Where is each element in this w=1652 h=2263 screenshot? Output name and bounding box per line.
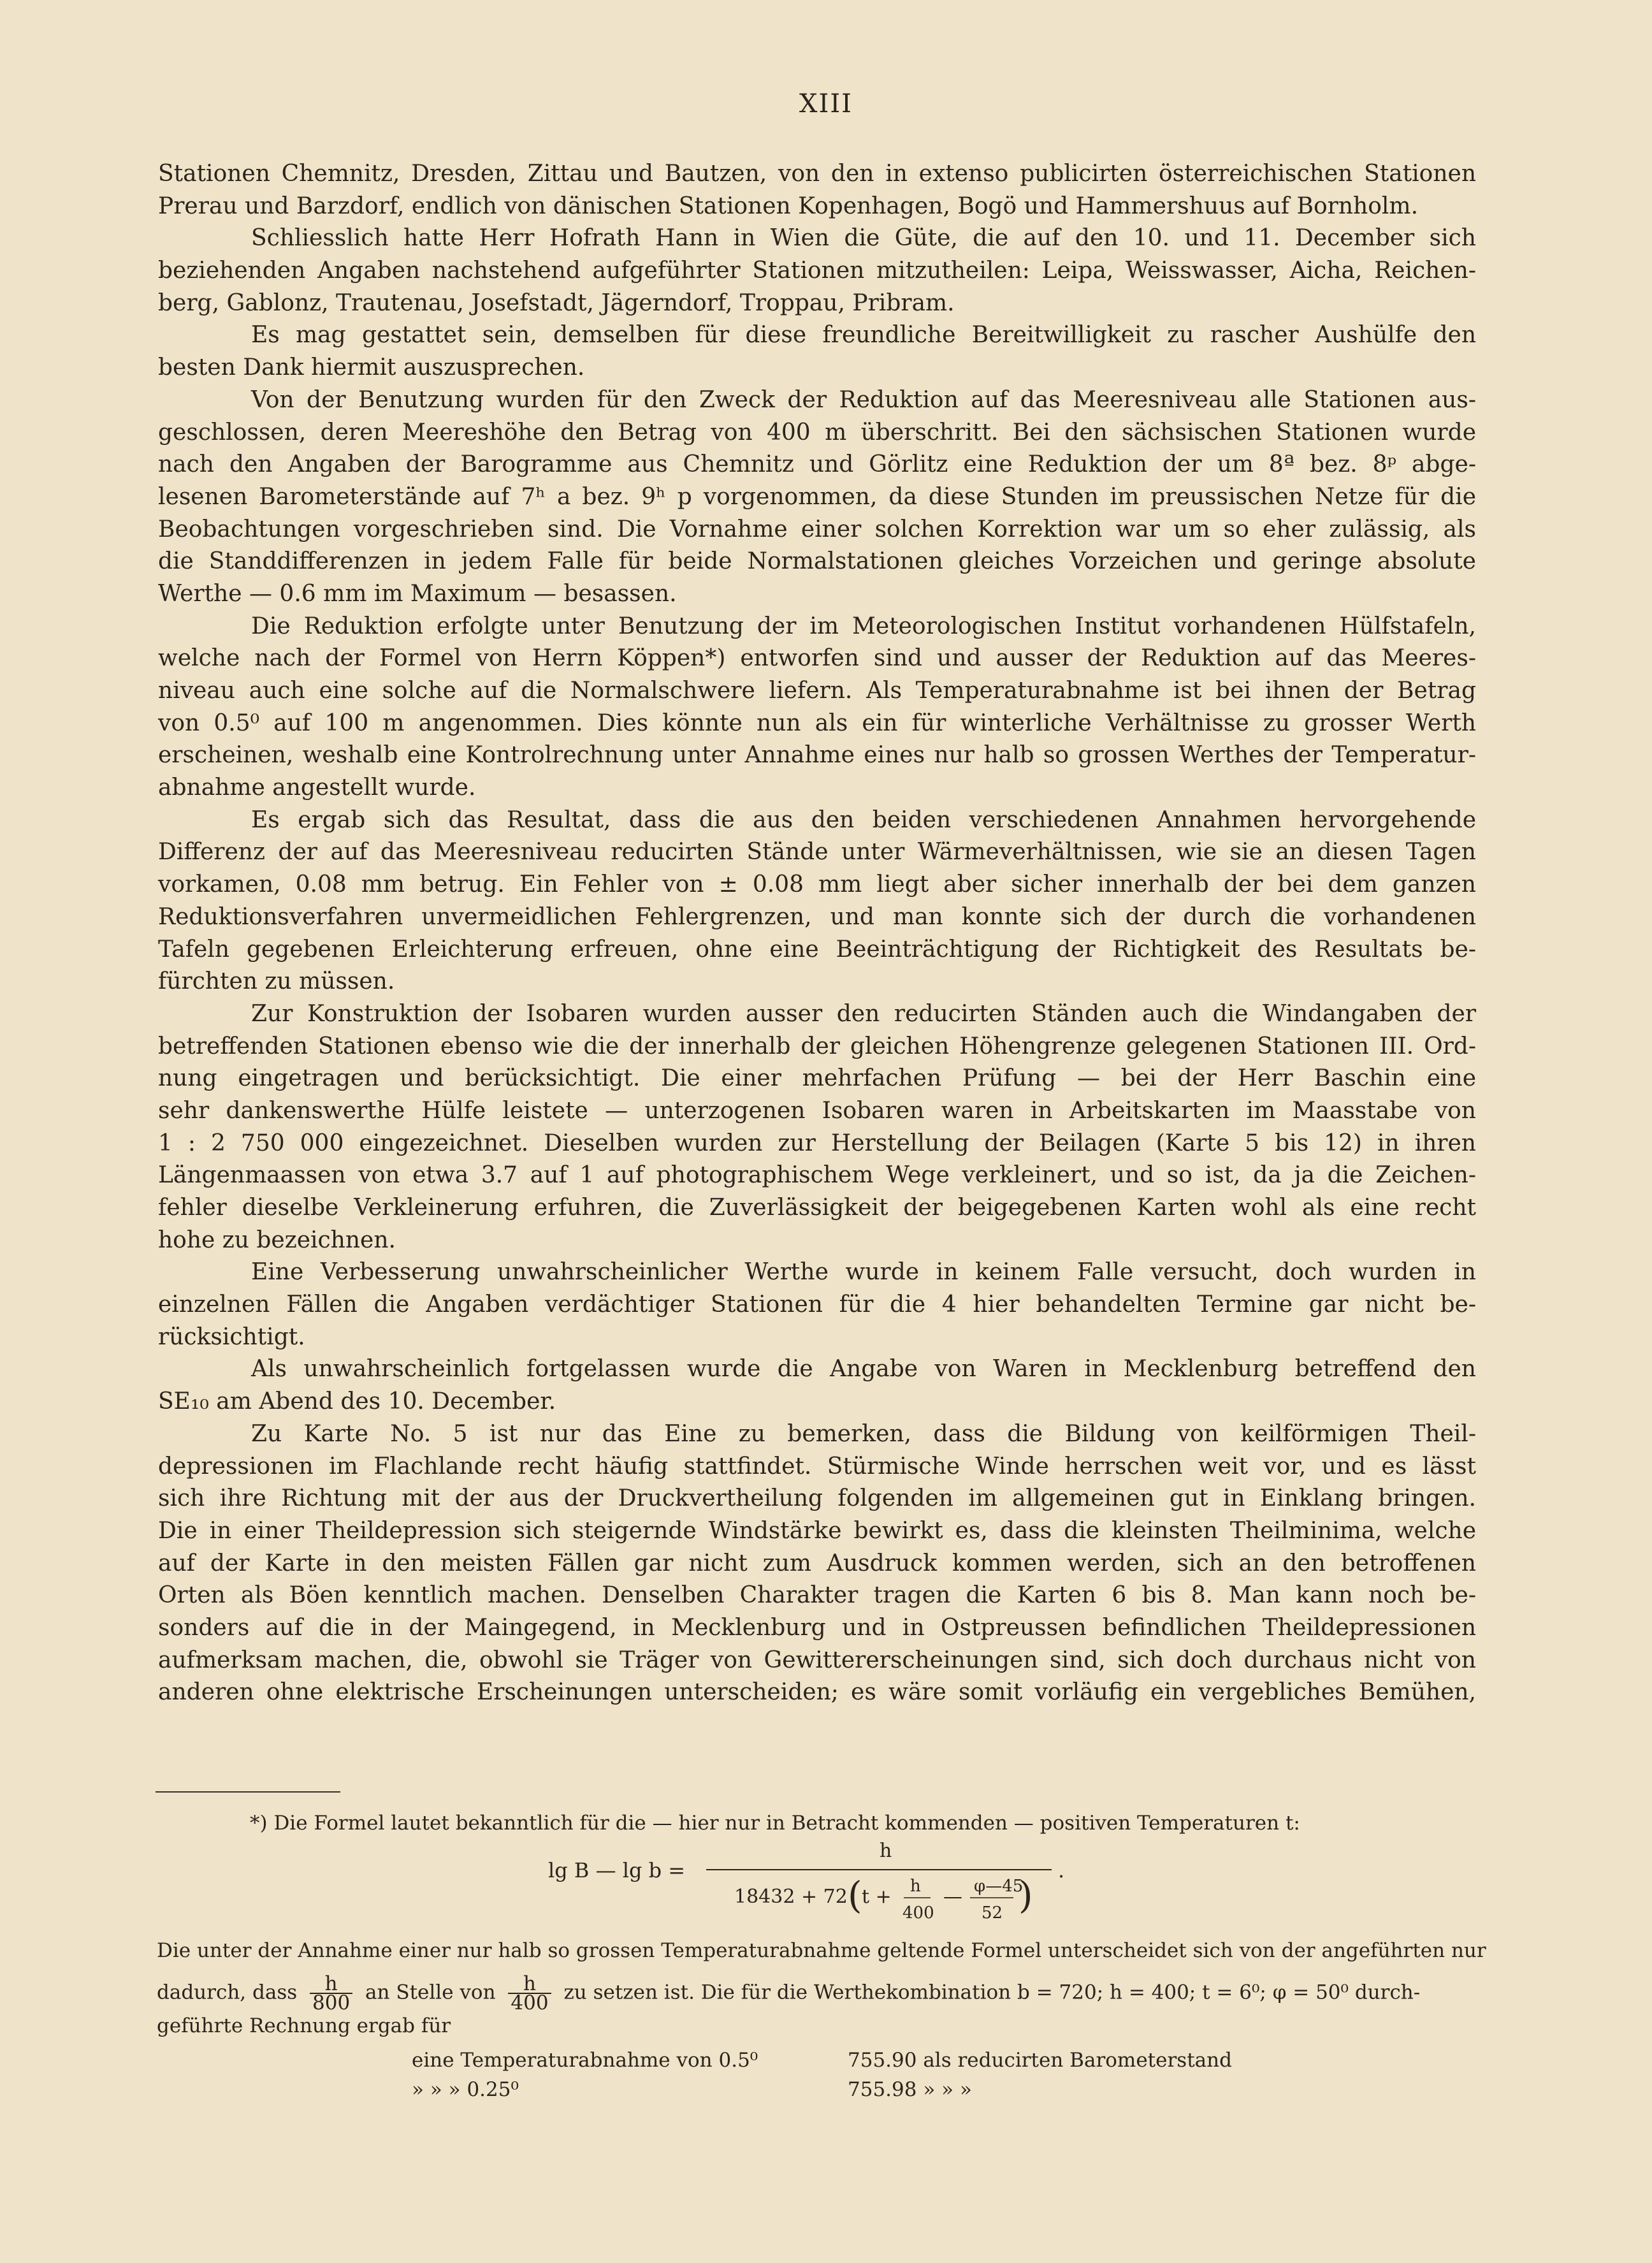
- footnote-line-1: Die unter der Annahme einer nur halb so grossen Temperaturabnahme geltende Formel unterscheidet sich von der angeführten nur: [157, 1939, 1486, 1962]
- body-line: welche nach der Formel von Herrn Köppen*) entworfen sind und ausser der Reduktion auf das Meeres-: [158, 645, 1476, 672]
- svg-text:(: (: [848, 1874, 862, 1917]
- body-line: lesenen Barometerstände auf 7ʰ a bez. 9ʰ p vorgenommen, da diese Stunden im preussischen Netze für die: [158, 483, 1476, 510]
- body-line: Es mag gestattet sein, demselben für diese freundliche Bereitwilligkeit zu rascher Aushülfe den: [251, 322, 1476, 349]
- body-line: erscheinen, weshalb eine Kontrolrechnung unter Annahme eines nur halb so grossen Werthes der Temperatur-: [158, 742, 1476, 769]
- body-line: 1 : 2 750 000 eingezeichnet. Dieselben wurden zur Herstellung der Beilagen (Karte 5 bis 12) in ihren: [158, 1130, 1476, 1156]
- body-line: sehr dankenswerthe Hülfe leistete — unterzogenen Isobaren waren in Arbeitskarten im Maasstabe von: [158, 1097, 1476, 1124]
- formula-numerator: h: [880, 1840, 892, 1862]
- body-line: sonders auf die in der Maingegend, in Mecklenburg und in Ostpreussen befindlichen Theildepressionen: [158, 1614, 1476, 1641]
- body-line: einzelnen Fällen die Angaben verdächtiger Stationen für die 4 hier behandelten Termine gar nicht be-: [158, 1292, 1476, 1318]
- footnote-line-2-a: dadurch, dass: [157, 1981, 298, 2004]
- body-line: Stationen Chemnitz, Dresden, Zittau und Bautzen, von den in extenso publicirten österreichischen Stationen: [158, 161, 1476, 187]
- body-line: depressionen im Flachlande recht häufig stattfindet. Stürmische Winde herrschen weit vor, und es lässt: [158, 1453, 1476, 1480]
- svg-text:.: .: [1058, 1858, 1065, 1882]
- formula-400: 400: [902, 1903, 934, 1923]
- formula-denominator-a: 18432 + 72: [734, 1886, 848, 1908]
- body-line: beziehenden Angaben nachstehend aufgeführter Stationen mitzutheilen: Leipa, Weisswasser, Aicha, Reichen-: [158, 258, 1476, 284]
- body-line: sich ihre Richtung mit der aus der Druckvertheilung folgenden im allgemeinen gut in Einklang bringen.: [158, 1485, 1476, 1512]
- body-line: Differenz der auf das Meeresniveau reducirten Stände unter Wärmeverhältnissen, wie sie an diesen Tagen: [158, 839, 1476, 866]
- body-line: betreffenden Stationen ebenso wie die der innerhalb der gleichen Höhengrenze gelegenen Stationen III. Ord-: [158, 1033, 1476, 1059]
- footnote-line-2-c: zu setzen ist. Die für die Werthekombination b = 720; h = 400; t = 6⁰; φ = 50⁰ durch-: [563, 1981, 1421, 2004]
- body-line: Zur Konstruktion der Isobaren wurden ausser den reducirten Ständen auch die Windangaben der: [251, 1000, 1476, 1027]
- svg-text:—: —: [943, 1886, 962, 1908]
- body-line: SE₁₀ am Abend des 10. December.: [158, 1388, 556, 1415]
- formula-lhs: lg B — lg b =: [548, 1858, 686, 1882]
- body-line: besten Dank hiermit auszusprechen.: [158, 354, 585, 381]
- body-line: aufmerksam machen, die, obwohl sie Träger von Gewittererscheinungen sind, sich doch durchaus nicht von: [158, 1647, 1476, 1673]
- body-line: Eine Verbesserung unwahrscheinlicher Werthe wurde in keinem Falle versucht, doch wurden in: [251, 1259, 1476, 1286]
- body-line: Von der Benutzung wurden für den Zweck der Reduktion auf das Meeresniveau alle Stationen aus-: [251, 386, 1476, 413]
- footnote-intro: *) Die Formel lautet bekanntlich für die — hier nur in Betracht kommenden — positiven Temperaturen t:: [250, 1812, 1300, 1835]
- body-line: Tafeln gegebenen Erleichterung erfreuen, ohne eine Beeinträchtigung der Richtigkeit des Resultats be-: [158, 936, 1476, 963]
- body-line: Als unwahrscheinlich fortgelassen wurde die Angabe von Waren in Mecklenburg betreffend den: [251, 1356, 1476, 1383]
- body-line: vorkamen, 0.08 mm betrug. Ein Fehler von ± 0.08 mm liegt aber sicher innerhalb der bei dem ganzen: [158, 871, 1476, 898]
- formula-phi: φ—45: [974, 1877, 1024, 1896]
- body-line: nach den Angaben der Barogramme aus Chemnitz und Görlitz eine Reduktion der um 8ª bez. 8ᵖ abge-: [158, 451, 1476, 478]
- footnote-line-2: [157, 1972, 1477, 2014]
- body-line: Reduktionsverfahren unvermeidlichen Fehlergrenzen, und man konnte sich der durch die vorhandenen: [158, 903, 1476, 930]
- body-line: fürchten zu müssen.: [158, 968, 395, 995]
- body-line: Werthe — 0.6 mm im Maximum — besassen.: [158, 580, 677, 607]
- body-line: von 0.5⁰ auf 100 m angenommen. Dies könnte nun als ein für winterliche Verhältnisse zu grosser Werth: [158, 709, 1476, 736]
- footnote-formula: [548, 1839, 1122, 1935]
- footnote-line-3: geführte Rechnung ergab für: [157, 2014, 451, 2037]
- body-line: Schliesslich hatte Herr Hofrath Hann in Wien die Güte, die auf den 10. und 11. December sich: [251, 225, 1476, 252]
- body-line: hohe zu bezeichnen.: [158, 1226, 396, 1253]
- formula-52: 52: [982, 1903, 1003, 1923]
- table-row-2-label: » » » 0.25⁰: [412, 2078, 519, 2101]
- body-line: Beobachtungen vorgeschrieben sind. Die Vornahme einer solchen Korrektion war um so eher zulässig, als: [158, 516, 1476, 542]
- body-line: anderen ohne elektrische Erscheinungen unterscheiden; es wäre somit vorläufig ein vergebliches Bemühen,: [158, 1679, 1476, 1706]
- body-line: abnahme angestellt wurde.: [158, 775, 476, 801]
- body-line: Die Reduktion erfolgte unter Benutzung der im Meteorologischen Institut vorhandenen Hülfstafeln,: [251, 613, 1476, 639]
- table-row-1-value: 755.90 als reducirten Barometerstand: [848, 2049, 1232, 2072]
- body-line: rücksichtigt.: [158, 1323, 305, 1350]
- body-line: Orten als Böen kenntlich machen. Denselben Charakter tragen die Karten 6 bis 8. Man kann noch be-: [158, 1582, 1476, 1609]
- formula-h: h: [910, 1877, 921, 1896]
- body-line: Es ergab sich das Resultat, dass die aus den beiden verschiedenen Annahmen hervorgehende: [251, 806, 1476, 833]
- fraction-h-800: $\frac{h}{800}$: [310, 1975, 352, 2012]
- table-row-1-label: eine Temperaturabnahme von 0.5⁰: [412, 2049, 758, 2072]
- body-text: [158, 158, 1476, 1709]
- body-line: Längenmaassen von etwa 3.7 auf 1 auf photographischem Wege verkleinert, und so ist, da ja die Zeichen-: [158, 1162, 1476, 1189]
- body-line: berg, Gablonz, Trautenau, Josefstadt, Jägerndorf, Troppau, Pribram.: [158, 289, 955, 316]
- body-line: Prerau und Barzdorf, endlich von dänischen Stationen Kopenhagen, Bogö und Hammershuus auf Bornholm.: [158, 193, 1419, 219]
- body-line: niveau auch eine solche auf die Normalschwere liefern. Als Temperaturabnahme ist bei ihnen der Betrag: [158, 678, 1476, 704]
- body-line: nung eingetragen und berücksichtigt. Die einer mehrfachen Prüfung — bei der Herr Baschin eine: [158, 1065, 1476, 1092]
- table-row-2-value: 755.98 » » »: [848, 2078, 972, 2101]
- body-line: auf der Karte in den meisten Fällen gar nicht zum Ausdruck kommen werden, sich an den betroffenen: [158, 1550, 1476, 1576]
- footnote-divider: [156, 1791, 340, 1793]
- formula-denominator-t: t +: [862, 1886, 892, 1908]
- body-line: Zu Karte No. 5 ist nur das Eine zu bemerken, dass die Bildung von keilförmigen Theil-: [251, 1420, 1476, 1447]
- body-line: die Standdifferenzen in jedem Falle für beide Normalstationen gleiches Vorzeichen und geringe absolute: [158, 548, 1476, 575]
- footnote-line-2-b: an Stelle von: [365, 1981, 496, 2004]
- body-line: Die in einer Theildepression sich steigernde Windstärke bewirkt es, dass die kleinsten Theilminima, welche: [158, 1517, 1476, 1544]
- fraction-h-400: $\frac{h}{400}$: [508, 1975, 551, 2012]
- body-line: fehler dieselbe Verkleinerung erfuhren, die Zuverlässigkeit der beigegebenen Karten wohl als eine recht: [158, 1195, 1476, 1221]
- svg-text:): ): [1018, 1874, 1033, 1917]
- body-line: geschlossen, deren Meereshöhe den Betrag von 400 m überschritt. Bei den sächsischen Stationen wurde: [158, 419, 1476, 446]
- page-number: XIII: [799, 89, 853, 119]
